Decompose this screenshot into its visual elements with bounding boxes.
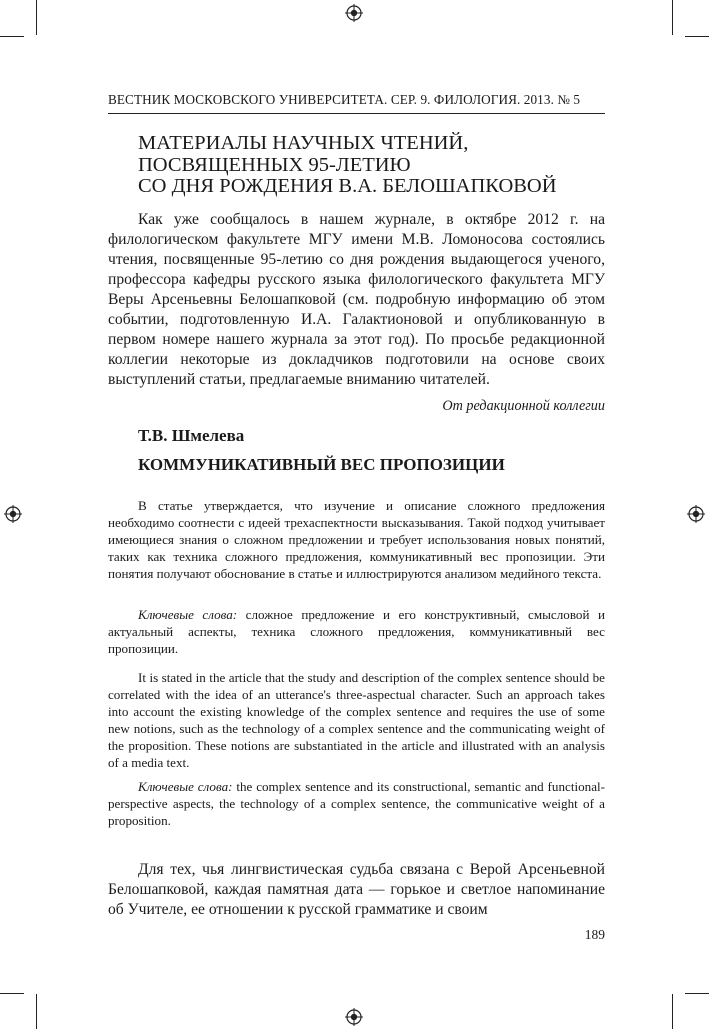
section-title	[138, 133, 605, 198]
registration-mark-icon	[687, 505, 705, 523]
abstract-ru	[108, 497, 605, 582]
crop-mark-top-left-h	[0, 36, 24, 37]
article-body	[108, 860, 605, 920]
crop-mark-bottom-right-v	[672, 994, 673, 1029]
header-rule	[108, 113, 605, 114]
section-title-line: ПОСВЯЩЕННЫХ 95-ЛЕТИЮ	[138, 153, 411, 176]
intro-paragraph: Как уже сообщалось в нашем журнале, в октябре 2012 г. на филологическом факультете МГУ имени М.В. Ломоносова состоялись чтения, посвященные 95-летию со дня рождения выдающегося ученого, профессора кафедры русского языка филологического факультета МГУ Веры Арсеньевны Белошапковой (см. подробную информацию об этом событии, подготовленную И.А. Галактионовой и опубликованную в первом номере нашего журнала за этот год). По просьбе редакционной коллегии некоторые из докладчиков подготовили на основе своих выступлений статьи, предлагаемые вниманию читателей.	[108, 211, 605, 388]
registration-mark-icon	[345, 1008, 363, 1026]
abstract-en	[108, 669, 605, 771]
keywords-en-label: Ключевые слова:	[138, 779, 233, 794]
body-paragraph: Для тех, чья лингвистическая судьба связана с Верой Арсеньевной Белошапковой, каждая памятная дата — горькое и светлое напоминание об Учителе, ее отношении к русской грамматике и своим	[108, 861, 605, 918]
keywords-ru-text: сложное предложение и его конструктивный, смысловой и актуальный аспекты, техника сложного предложения, коммуникативный вес пропозиции.	[108, 607, 606, 656]
abstract-en-text: It is stated in the article that the study and description of the complex sentence should be correlated with the idea of an utterance's three-aspectual character. Such an approach takes into account the existing knowledge of the complex sentence and requires the use of some new notions, such as the technology of a complex sentence and the communicating weight of the proposition. These notions are substantiated in the article and illustrated with an analysis of a media text.	[108, 670, 605, 770]
intro-signature: От редакционной коллегии	[442, 398, 605, 414]
crop-mark-bottom-right-h	[685, 993, 709, 994]
keywords-en	[108, 778, 605, 829]
article-title: КОММУНИКАТИВНЫЙ ВЕС ПРОПОЗИЦИИ	[138, 455, 505, 474]
editorial-intro	[108, 210, 605, 390]
section-title-line: СО ДНЯ РОЖДЕНИЯ В.А. БЕЛОШАПКОВОЙ	[138, 175, 557, 197]
crop-mark-top-left-v	[36, 0, 37, 35]
crop-mark-bottom-left-v	[36, 994, 37, 1029]
keywords-en-text: the complex sentence and its constructional, semantic and functional-perspective aspects, the technology of a complex sentence, the communicative weight of a proposition.	[108, 779, 606, 828]
registration-mark-icon	[345, 4, 363, 22]
article-author: Т.В. Шмелева	[138, 426, 245, 445]
registration-mark-icon	[4, 505, 22, 523]
section-title-line: МАТЕРИАЛЫ НАУЧНЫХ ЧТЕНИЙ,	[138, 132, 469, 154]
running-header: ВЕСТНИК МОСКОВСКОГО УНИВЕРСИТЕТА. СЕР. 9. ФИЛОЛОГИЯ. 2013. № 5	[108, 92, 581, 107]
crop-mark-top-right-v	[672, 0, 673, 35]
crop-mark-bottom-left-h	[0, 993, 24, 994]
keywords-ru	[108, 606, 605, 657]
crop-mark-top-right-h	[685, 36, 709, 37]
page-number: 189	[584, 927, 605, 942]
abstract-ru-text: В статье утверждается, что изучение и описание сложного предложения необходимо соотнести с идеей трехаспектности высказывания. Такой подход учитывает имеющиеся знания о сложном предложении и требует использования новых понятий, таких как техника сложного предложения, коммуникативный вес пропозиции. Эти понятия получают обоснование в статье и иллюстрируются анализом медийного текста.	[108, 498, 605, 581]
keywords-ru-label: Ключевые слова:	[138, 607, 238, 622]
